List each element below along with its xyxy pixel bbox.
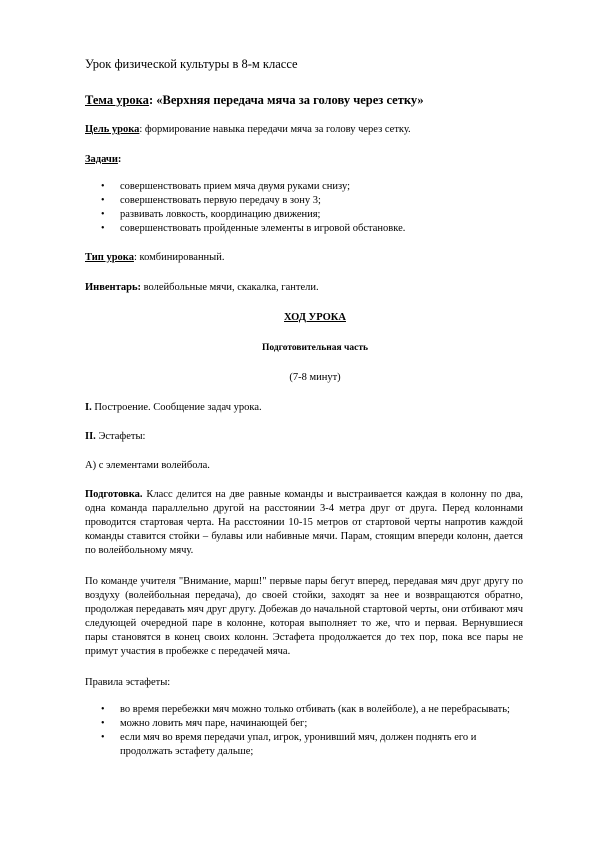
goal-label: Цель урока [85, 124, 140, 135]
lesson-topic [85, 93, 523, 108]
list-item [85, 208, 523, 222]
list-item [85, 731, 523, 759]
task-text: совершенствовать первую передачу в зону 3; [120, 195, 321, 206]
rule-text: можно ловить мяч паре, начинающей бег; [120, 718, 308, 729]
section-2-num: II. [85, 431, 96, 442]
sub-heading: Подготовительная часть [261, 343, 369, 353]
goal-value: : формирование навыка передачи мяча за голову через сетку. [139, 124, 411, 135]
task-text: совершенствовать пройденные элементы в игровой обстановке. [120, 223, 406, 234]
section-1 [85, 401, 523, 415]
bullet-dot-icon: • [101, 704, 105, 715]
lesson-type [85, 251, 523, 265]
bullet-dot-icon: • [101, 223, 105, 234]
duration-text: (7-8 минут) [289, 372, 341, 383]
prep-label: Подготовка. [85, 489, 143, 500]
list-item [85, 703, 523, 717]
task-text: развивать ловкость, координацию движения; [120, 209, 321, 220]
tasks-heading [85, 153, 523, 167]
type-value: : комбинированный. [133, 252, 225, 263]
sub-section-a: А) с элементами волейбола. [85, 460, 210, 471]
topic-label: Тема урока [85, 93, 149, 107]
list-item [85, 717, 523, 731]
tasks-colon: : [117, 154, 122, 165]
bullet-dot-icon: • [101, 195, 105, 206]
bullet-dot-icon: • [101, 718, 105, 729]
bullet-dot-icon: • [101, 181, 105, 192]
bullet-dot-icon: • [101, 732, 105, 743]
list-item [85, 194, 523, 208]
rules-title: Правила эстафеты: [85, 677, 171, 688]
lesson-goal [85, 123, 523, 137]
rules-list [85, 703, 523, 759]
section-1-text: Построение. Сообщение задач урока. [91, 402, 262, 413]
rule-text: во время перебежки мяч можно только отбивать (как в волейболе), а не перебрасывать; [120, 704, 510, 715]
tasks-list [85, 180, 523, 236]
lesson-title: Урок физической культуры в 8-м классе [85, 57, 298, 71]
bullet-dot-icon: • [101, 209, 105, 220]
type-label: Тип урока [85, 252, 134, 263]
inventory-label: Инвентарь: [85, 282, 142, 293]
topic-value: : «Верхняя передача мяча за голову через сетку» [148, 93, 424, 107]
main-heading: ХОД УРОКА [284, 312, 346, 323]
list-item [85, 180, 523, 194]
command-paragraph: По команде учителя "Внимание, марш!" первые пары бегут вперед, передавая мяч друг другу по воздуху (волейбольная передача), до своей стойки, заходят за нее и возвращаются обратно, продолжая передавать мяч друг другу. Добежав до начальной стартовой черты, они отбивают мяч следующей очередной паре в колонне, которая выполняет то же, что и первая. Вернувшиеся пары становятся в конец своих колонн. Эстафета продолжается до тех пор, пока все пары не примут участия в пробежке с передачей мяча. [85, 576, 523, 657]
task-text: совершенствовать прием мяча двумя руками снизу; [120, 181, 350, 192]
prep-text: Класс делится на две равные команды и выстраивается каждая в колонну по два, одна команда параллельно другой на расстоянии 3-4 метра друг от друга. Перед колоннами проводится стартовая черта. На расстоянии 10-15 метров от стартовой черты напротив каждой команды ставится стойки – булавы или набивные мячи. Парам, стоящим впереди колонн, дается по волейбольному мячу. [85, 489, 523, 556]
preparation-paragraph [85, 488, 523, 558]
section-2 [85, 430, 523, 444]
list-item [85, 222, 523, 236]
section-2-text: Эстафеты: [95, 431, 146, 442]
section-1-num: I. [85, 402, 92, 413]
lesson-inventory [85, 281, 523, 295]
inventory-value: волейбольные мячи, скакалка, гантели. [141, 282, 319, 293]
tasks-label: Задачи [85, 154, 118, 165]
rule-text: если мяч во время передачи упал, игрок, уронивший мяч, должен поднять его и продолжать эстафету дальше; [120, 732, 477, 757]
